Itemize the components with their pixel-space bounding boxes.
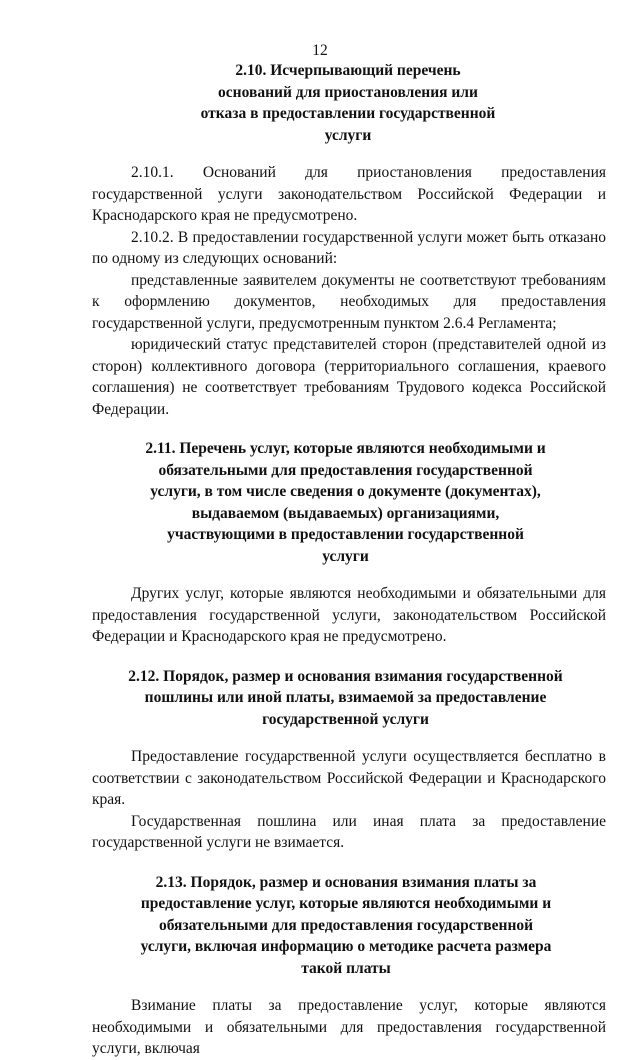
paragraph: 2.10.1. Оснований для приостановления предоставления государственной услуги законодательством Российской Федерации и Краснодарского края не предусмотрено. [92, 164, 606, 224]
paragraph: Взимание платы за предоставление услуг, которые являются необходимыми и обязательными для предоставления государственной услуги, включая [92, 997, 606, 1057]
section-heading: 2.13. Порядок, размер и основания взимания платы за предоставление услуг, которые являются необходимыми и обязательными для предоставления государственной услуги, включая информацию о методике расчета размера такой платы [140, 873, 552, 977]
document-body [92, 60, 606, 1060]
section-2-11 [92, 438, 606, 648]
paragraph: представленные заявителем документы не соответствуют требованиям к оформлению документов, необходимых для предоставления государственной услуги, предусмотренным пунктом 2.6.4 Регламента; [92, 271, 606, 332]
section-heading: 2.12. Порядок, размер и основания взимания государственной пошлины или иной платы, взимаемой за предоставление государственной услуги [128, 667, 563, 728]
section-heading: 2.11. Перечень услуг, которые являются необходимыми и обязательными для предоставления государственной услуги, в том числе сведения о документе (документах), выдаваемом (выдаваемых) организациями, участвующими в предоставлении государственной услуги [145, 440, 546, 565]
section-2-13 [92, 872, 606, 1060]
paragraph: 2.10.2. В предоставлении государственной услуги может быть отказано по одному из следующих оснований: [92, 228, 606, 267]
page-number: 12 [312, 42, 328, 59]
paragraph: Предоставление государственной услуги осуществляется бесплатно в соответствии с законодательством Российской Федерации и Краснодарского края. [92, 748, 606, 808]
section-2-10 [92, 60, 606, 420]
paragraph: Других услуг, которые являются необходимыми и обязательными для предоставления государственной услуги, законодательством Российской Федерации и Краснодарского края не предусмотрено. [92, 585, 606, 645]
section-2-12 [92, 666, 606, 854]
paragraph: Государственная пошлина или иная плата за предоставление государственной услуги не взимается. [92, 812, 606, 851]
paragraph: юридический статус представителей сторон (представителей одной из сторон) коллективного договора (территориального соглашения, краевого соглашения) не соответствует требованиям Трудового кодекса Российской Федерации. [92, 336, 606, 418]
section-heading: 2.10. Исчерпывающий перечень оснований для приостановления или отказа в предоставлении государственной услуги [200, 62, 496, 144]
